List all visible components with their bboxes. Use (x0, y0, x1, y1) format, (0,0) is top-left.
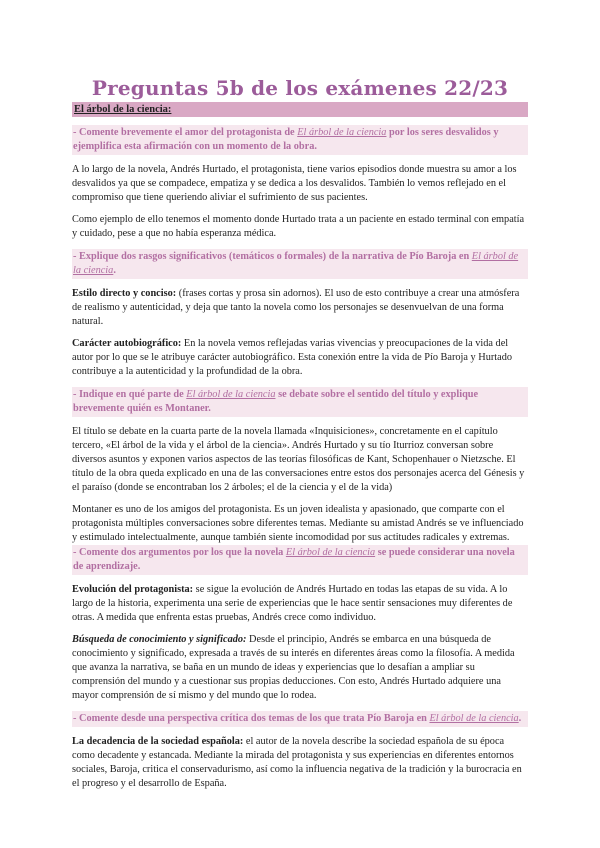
question-text: - Explique dos rasgos significativos (temáticos o formales) de la narrativa de Pío Baroja en (73, 251, 472, 262)
question-text: - Indique en qué parte de (73, 389, 187, 400)
work-title: El árbol de la ciencia (186, 389, 276, 400)
question-text: . (518, 713, 522, 724)
question-text: por los seres desvalidos y ejemplifica esta afirmación con un momento de la obra. (73, 127, 499, 152)
answer-text: Desde el principio, Andrés se embarca en una búsqueda de conocimiento y significado, expresada a través de su interés en diferentes áreas como la filosofía. A medida que avanza la narrativa, se baña en un mundo de ideas y experiencias que lo desafían a ampliar su comprensión del mundo y a cuestionar sus propias deducciones. Con esto, Andrés Hurtado adquiere una mayor comprensión de sí mismo y del mundo que lo rodea. (72, 634, 515, 701)
question-text: . (113, 265, 116, 276)
answer-paragraph: A lo largo de la novela, Andrés Hurtado, el protagonista, tiene varios episodios donde muestra su amor a los desvalidos ya que se compadece, empatiza y se dedica a los desvalidos. También lo vemos reflejado en el compromiso que tiene queriendo aliviar el sufrimiento de sus pacientes. (72, 164, 517, 203)
answer-paragraph: El título se debate en la cuarta parte de la novela llamada «Inquisiciones», concretamente en el capítulo tercero, «El árbol de la vida y el árbol de la ciencia». Andrés Hurtado y su tío Iturrioz conversan sobre diversos asuntos y exponen varios aspectos de las teorías filosóficas de Kant, Schopenhauer o Nietzsche. El título de la obra queda explicado en una de las conversaciones entre estos dos personajes acerca del Génesis y el paraíso (donde se encontraban los 2 árboles; el de la ciencia y el de la vida) (72, 426, 525, 493)
question-1 (72, 125, 528, 155)
question-4 (72, 545, 528, 575)
answer-label: Búsqueda de conocimiento y significado: (72, 634, 247, 645)
answer-paragraph (72, 337, 528, 379)
answer-paragraph (72, 583, 528, 625)
answer-label: La decadencia de la sociedad española: (72, 736, 244, 747)
answer-label: Estilo directo y conciso: (72, 288, 177, 299)
answer-label: Evolución del protagonista: (72, 584, 194, 595)
answer-label: Carácter autobiográfico: (72, 338, 182, 349)
question-text: se debate sobre el sentido del título y explique brevemente quién es Montaner. (73, 389, 479, 414)
question-text: - Comente brevemente el amor del protagonista de (73, 127, 298, 138)
answer-paragraph: Montaner es uno de los amigos del protagonista. Es un joven idealista y apasionado, que comparte con el protagonista múltiples conversaciones sobre diferentes temas. Mediante su amistad Andrés se ve influenciado y estimulado intelectualmente, aunque también siente incomodidad por sus actitudes radicales y extremas. (72, 504, 524, 543)
question-3 (72, 387, 528, 417)
answer-text: En la novela vemos reflejadas varias vivencias y preocupaciones de la vida del autor por lo que se le atribuye carácter autobiográfico. Esta conexión entre la vida de Pío Baroja y Hurtado contribuye a la autenticidad y la profundidad de la obra. (72, 338, 513, 377)
work-title: El árbol de la ciencia (429, 713, 519, 724)
answer-text: (frases cortas y prosa sin adornos). El uso de esto contribuye a crear una atmósfera de realismo y autenticidad, y deja que tanto la novela como los personajes se desenvuelvan de una forma natural. (72, 288, 520, 327)
work-title: El árbol de la ciencia (297, 127, 387, 138)
work-title: El árbol de la ciencia (285, 547, 376, 558)
question-text: se puede considerar una novela de aprendizaje. (73, 547, 515, 572)
question-5 (72, 711, 528, 727)
answer-text: se sigue la evolución de Andrés Hurtado en todas las etapas de su vida. A lo largo de la historia, experimenta una serie de experiencias que le hace sentir sensaciones muy diferentes de otras. A medida que enfrenta estas pruebas, Andrés crece como individuo. (72, 584, 513, 623)
answer-paragraph: Como ejemplo de ello tenemos el momento donde Hurtado trata a un paciente en estado terminal con empatía y cuidado, pese a que no había esperanza médica. (72, 214, 525, 239)
section-heading: El árbol de la ciencia: (72, 102, 528, 117)
answer-paragraph (72, 735, 528, 791)
answer-paragraph (72, 287, 528, 329)
answer-text: el autor de la novela describe la sociedad española de su época como decadente y estancada. Mediante la mirada del protagonista y sus experiencias en diferentes entornos sociales, Baroja, critica el conservadurismo, así como la influencia negativa de la tradición y la burocracia en el progreso y el desarrollo de España. (72, 736, 522, 789)
question-text: - Comente desde una perspectiva crítica dos temas de los que trata Pío Baroja en (73, 713, 430, 724)
question-text: - Comente dos argumentos por los que la novela (73, 547, 286, 558)
answer-paragraph (72, 633, 528, 703)
work-title: El árbol de la ciencia (73, 251, 519, 276)
question-2 (72, 249, 528, 279)
page-title: Preguntas 5b de los exámenes 22/23 (91, 76, 509, 100)
